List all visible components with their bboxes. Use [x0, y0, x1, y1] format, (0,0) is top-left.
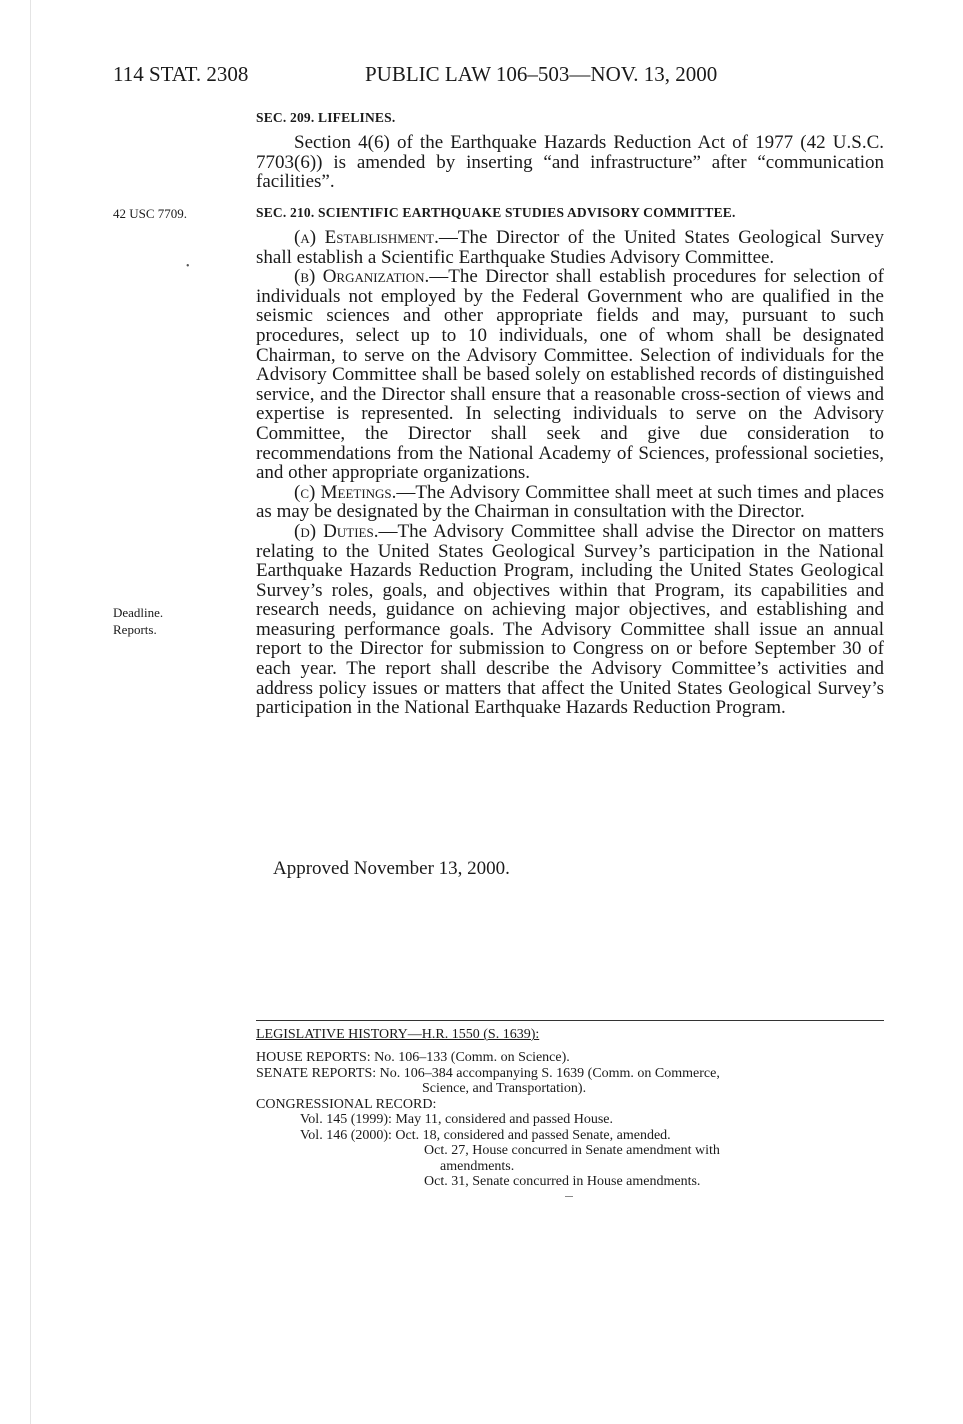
senate-reports-line-1: SENATE REPORTS: No. 106–384 accompanying S. 1639 (Comm. on Commerce,: [256, 1065, 720, 1081]
public-law-title: PUBLIC LAW 106–503—NOV. 13, 2000: [365, 62, 718, 86]
subsection-b: [256, 267, 884, 483]
stray-dash: [565, 1196, 573, 1197]
section-209: [256, 110, 884, 192]
reports-note: Reports.: [113, 622, 157, 637]
deadline-note: Deadline.: [113, 605, 164, 620]
section-210: [256, 205, 884, 718]
running-head: [113, 62, 783, 88]
subsection-b-label: (b) Organization.: [294, 266, 430, 288]
stray-mark: •: [186, 261, 190, 272]
subsection-a-label: (a) Establishment.: [294, 227, 439, 248]
subsection-a: [256, 228, 884, 267]
section-209-heading: SEC. 209. LIFELINES.: [256, 110, 396, 125]
senate-reports-line-2: Science, and Transportation).: [422, 1081, 587, 1096]
legislative-history-title: LEGISLATIVE HISTORY—H.R. 1550 (S. 1639):: [256, 1027, 540, 1042]
section-210-heading: SEC. 210. SCIENTIFIC EARTHQUAKE STUDIES ADVISORY COMMITTEE.: [256, 205, 736, 220]
margin-note-deadline: [113, 604, 223, 638]
page-edge: [30, 0, 31, 1424]
house-reports: HOUSE REPORTS: No. 106–133 (Comm. on Science).: [256, 1050, 570, 1065]
legislative-history: [256, 1050, 884, 1190]
subsection-d-label: (d) Duties.: [294, 520, 379, 542]
subsection-b-text: —The Director shall establish procedures for selection of individuals not employed by the Federal Government who are qualified in the seismic sciences and other appropriate fields and may, pursuant to such procedures, select up to 10 individuals, one of whom shall be designated Chairman, to serve on the Advisory Committee. Selection of individuals for the Advisory Committee shall be based solely on established records of distinguished service, and the Director shall ensure that a reasonable cross-section of views and expertise is represented. In selecting individuals to serve on the Advisory Committee, the Director shall seek and give due consideration to recommendations from the National Academy of Sciences, professional societies, and other appropriate organizations.: [256, 266, 884, 484]
subsection-d-text: —The Advisory Committee shall advise the Director on matters relating to the United States Geological Survey’s participation in the National Earthquake Hazards Reduction Program, including the United States Geological Survey’s roles, goals, and objectives within that Program, its capabilities and research needs, guidance on achieving major objectives, and establishing and measuring performance goals. The Advisory Committee shall issue an annual report to the Director for submission to Congress on or before September 30 of each year. The report shall describe the Advisory Committee’s activities and address policy issues or matters that affect the United States Geological Survey’s participation in the National Earthquake Hazards Reduction Program.: [256, 520, 885, 719]
vol-146-entry-4: Oct. 31, Senate concurred in House amendments.: [424, 1174, 701, 1189]
subsection-d: [256, 522, 884, 718]
vol-146-entry-3: amendments.: [440, 1158, 515, 1174]
subsection-a-text: —The Director of the United States Geological Survey shall establish a Scientific Earthquake Studies Advisory Committee.: [256, 227, 884, 268]
section-209-text: Section 4(6) of the Earthquake Hazards Reduction Act of 1977 (42 U.S.C. 7703(6)) is amended by inserting “and infrastructure” after “communication facilities”.: [256, 132, 884, 193]
vol-146-entry-1: Vol. 146 (2000): Oct. 18, considered and passed Senate, amended.: [300, 1127, 671, 1143]
legislative-history-rule: [256, 1020, 884, 1021]
vol-145-entry: Vol. 145 (1999): May 11, considered and passed House.: [300, 1112, 614, 1127]
subsection-c: [256, 483, 884, 522]
margin-note-usc: 42 USC 7709.: [113, 206, 188, 221]
stat-citation: 114 STAT. 2308: [113, 62, 249, 86]
vol-146-entry-2: Oct. 27, House concurred in Senate amendment with: [424, 1143, 720, 1158]
subsection-c-text: —The Advisory Committee shall meet at such times and places as may be designated by the Chairman in consultation with the Director.: [256, 481, 885, 523]
congressional-record: CONGRESSIONAL RECORD:: [256, 1096, 437, 1112]
approval-date: Approved November 13, 2000.: [273, 858, 510, 879]
subsection-c-label: (c) Meetings.: [294, 481, 397, 503]
